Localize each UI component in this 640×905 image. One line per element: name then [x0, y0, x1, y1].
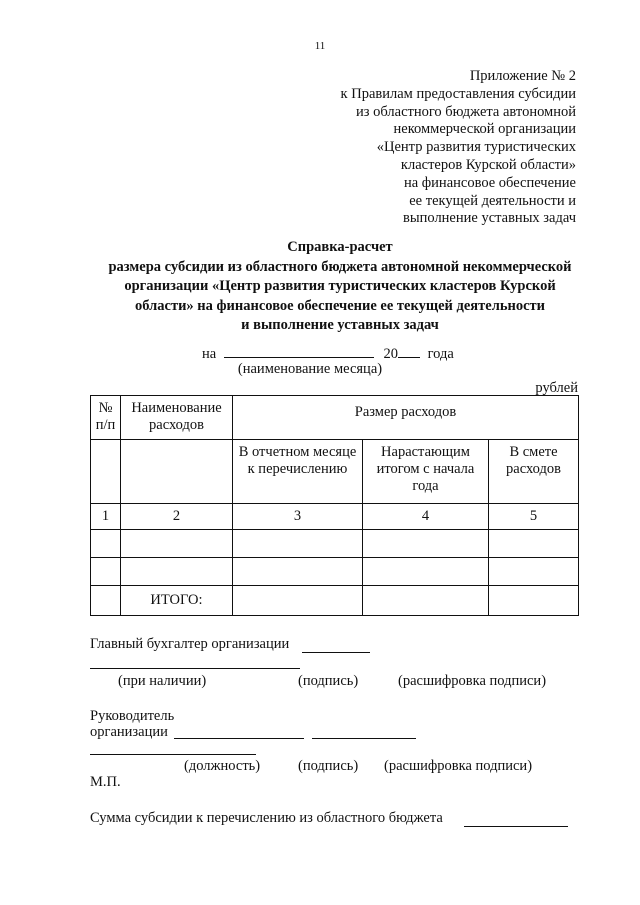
units-label: рублей: [535, 380, 578, 396]
index-cell: 1: [91, 504, 121, 530]
table-row: [91, 530, 579, 558]
position-caption: (должность): [184, 758, 261, 774]
year-blank[interactable]: [398, 343, 420, 358]
head-label-line2: организации: [90, 724, 168, 740]
appendix-line: «Центр развития туристических: [376, 139, 576, 156]
head-signature-line[interactable]: [174, 738, 304, 739]
header-cell: [91, 440, 121, 504]
appendix-line: ее текущей деятельности и: [409, 192, 576, 209]
subsidy-sum-line[interactable]: [464, 826, 568, 827]
title-line: области» на финансовое обеспечение ее текущей деятельности: [134, 297, 546, 314]
appendix-line: выполнение уставных задач: [403, 210, 576, 227]
year-prefix: 20: [383, 346, 398, 362]
header-col-a: В отчетном месяце к перечислению: [233, 440, 363, 504]
page-number: 11: [314, 40, 326, 52]
table-cell[interactable]: [489, 530, 579, 558]
appendix-line: некоммерческой организации: [393, 121, 576, 138]
index-cell: 2: [121, 504, 233, 530]
table-row: [91, 558, 579, 586]
month-blank[interactable]: [224, 343, 374, 358]
table-cell[interactable]: [489, 586, 579, 616]
index-cell: 3: [233, 504, 363, 530]
head-label-line1: Руководитель: [90, 708, 175, 724]
header-cell: [121, 440, 233, 504]
if-any-caption: (при наличии): [118, 673, 207, 689]
expense-table: [90, 395, 579, 616]
header-num: № п/п: [91, 396, 121, 440]
table-cell[interactable]: [363, 530, 489, 558]
appendix-line: Приложение № 2: [469, 68, 576, 84]
table-cell: [91, 586, 121, 616]
signature-caption: (подпись): [298, 673, 359, 689]
date-suffix: года: [427, 346, 454, 362]
title-line: организации «Центр развития туристических кластеров Курской: [124, 278, 556, 294]
table-cell[interactable]: [233, 558, 363, 586]
appendix-header: [276, 68, 576, 228]
table-cell[interactable]: [363, 558, 489, 586]
title-line: размера субсидии из областного бюджета автономной некоммерческой: [108, 258, 572, 275]
chief-accountant-name-line[interactable]: [90, 668, 300, 669]
appendix-line: на финансовое обеспечение: [403, 174, 576, 191]
signature-caption: (подпись): [298, 758, 359, 774]
table-cell[interactable]: [363, 586, 489, 616]
header-col-c: В смете расходов: [489, 440, 579, 504]
chief-accountant-label: Главный бухгалтер организации: [90, 636, 290, 652]
appendix-line: к Правилам предоставления субсидии: [340, 85, 576, 102]
table-cell[interactable]: [121, 558, 233, 586]
document-title: [80, 238, 600, 336]
table-cell[interactable]: [489, 558, 579, 586]
header-name: Наименование расходов: [121, 396, 233, 440]
decryption-caption: (расшифровка подписи): [384, 758, 533, 774]
header-col-b: Нарастающим итогом с начала года: [363, 440, 489, 504]
stamp-label: М.П.: [90, 774, 121, 790]
decryption-caption: (расшифровка подписи): [398, 673, 547, 689]
table-cell[interactable]: [233, 586, 363, 616]
table-cell[interactable]: [91, 530, 121, 558]
chief-accountant-line[interactable]: [302, 652, 370, 653]
index-row: [91, 504, 579, 530]
table-cell[interactable]: [121, 530, 233, 558]
head-position-line[interactable]: [90, 754, 256, 755]
appendix-line: кластеров Курской области»: [400, 156, 576, 173]
title-line: и выполнение уставных задач: [241, 317, 439, 333]
subsidy-sum-label: Сумма субсидии к перечислению из областного бюджета: [90, 810, 443, 826]
total-label: ИТОГО:: [121, 586, 233, 616]
table-cell[interactable]: [233, 530, 363, 558]
date-prefix: на: [202, 346, 217, 362]
title-line: Справка-расчет: [287, 239, 393, 255]
total-row: [91, 586, 579, 616]
header-group: Размер расходов: [233, 396, 579, 440]
head-decryption-line[interactable]: [312, 738, 416, 739]
index-cell: 4: [363, 504, 489, 530]
table-cell[interactable]: [91, 558, 121, 586]
index-cell: 5: [489, 504, 579, 530]
appendix-line: из областного бюджета автономной: [356, 103, 576, 120]
date-line: [180, 343, 510, 363]
month-caption: (наименование месяца): [237, 361, 383, 377]
